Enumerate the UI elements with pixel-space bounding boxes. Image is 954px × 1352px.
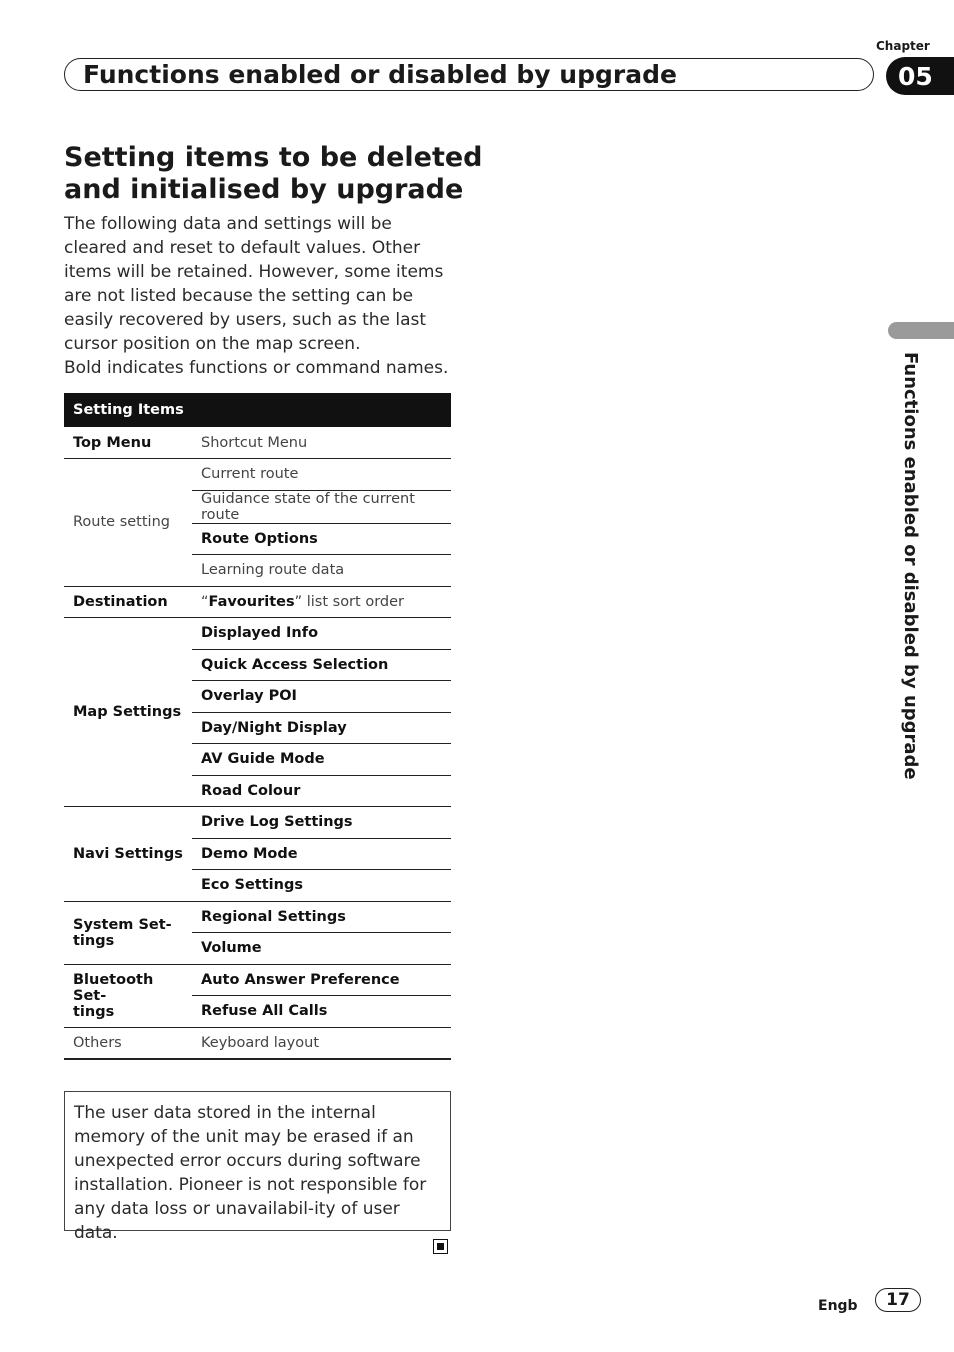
page-number: 17 xyxy=(875,1288,921,1312)
table-cell: Route Options xyxy=(192,523,451,555)
table-row xyxy=(64,618,451,650)
table-cell: Quick Access Selection xyxy=(192,649,451,681)
table-row xyxy=(64,459,451,491)
table-row xyxy=(64,586,451,618)
table-cell: Guidance state of the current route xyxy=(192,490,451,523)
side-tab-marker xyxy=(888,322,954,339)
table-cell: Current route xyxy=(192,459,451,491)
bold-note: Bold indicates functions or command names. xyxy=(64,358,449,378)
table-cell: Refuse All Calls xyxy=(192,996,451,1028)
group-label xyxy=(64,964,192,1027)
intro-paragraph: The following data and settings will be cleared and reset to default values. Other items will be retained. However, some items are not listed because the setting can be easily recovered by users, such as the last cursor position on the map screen. xyxy=(64,214,444,354)
intro-text xyxy=(64,212,456,380)
group-label: Others xyxy=(64,1027,192,1059)
favourites-label: Favourites xyxy=(208,593,295,610)
end-of-section-icon xyxy=(433,1239,448,1254)
table-cell: Road Colour xyxy=(192,775,451,807)
group-label-line: tings xyxy=(73,1003,115,1020)
table-row xyxy=(64,964,451,996)
settings-table xyxy=(64,393,451,1060)
table-row xyxy=(64,807,451,839)
group-label-line: tings xyxy=(73,932,115,949)
section-title: Setting items to be deleted and initialised by upgrade xyxy=(64,142,483,205)
table-cell: Auto Answer Preference xyxy=(192,964,451,996)
table-cell: Shortcut Menu xyxy=(192,427,451,459)
table-row xyxy=(64,427,451,459)
table-row xyxy=(64,901,451,933)
table-cell: Overlay POI xyxy=(192,681,451,713)
table-header: Setting Items xyxy=(64,393,451,427)
table-cell: Keyboard layout xyxy=(192,1027,451,1059)
table-cell: Day/Night Display xyxy=(192,712,451,744)
table-cell: Drive Log Settings xyxy=(192,807,451,839)
table-cell: Demo Mode xyxy=(192,838,451,870)
group-label: Map Settings xyxy=(64,618,192,807)
page-header-title: Functions enabled or disabled by upgrade xyxy=(64,58,874,91)
group-label-line: System Set- xyxy=(73,916,172,933)
table-cell: Eco Settings xyxy=(192,870,451,902)
table-cell: Learning route data xyxy=(192,555,451,587)
group-label xyxy=(64,901,192,964)
note-box: The user data stored in the internal memory of the unit may be erased if an unexpected error occurs during software installation. Pioneer is not responsible for any data loss or unavailabil-ity of user data. xyxy=(64,1091,451,1231)
table-header-row xyxy=(64,393,451,427)
side-chapter-title: Functions enabled or disabled by upgrade xyxy=(900,352,921,780)
group-label: Navi Settings xyxy=(64,807,192,902)
table-cell xyxy=(192,586,451,618)
group-label: Route setting xyxy=(64,459,192,587)
table-row xyxy=(64,1027,451,1059)
group-label-line: Bluetooth Set- xyxy=(73,971,154,1004)
list-sort-order-text: ” list sort order xyxy=(294,593,404,610)
table-cell: AV Guide Mode xyxy=(192,744,451,776)
group-label: Destination xyxy=(64,586,192,618)
language-label: Engb xyxy=(818,1298,858,1314)
chapter-number: 05 xyxy=(886,57,954,95)
table-cell: Regional Settings xyxy=(192,901,451,933)
quote-open: “ xyxy=(201,593,209,610)
group-label: Top Menu xyxy=(64,427,192,459)
chapter-label: Chapter xyxy=(876,39,930,53)
table-cell: Volume xyxy=(192,933,451,965)
table-cell: Displayed Info xyxy=(192,618,451,650)
